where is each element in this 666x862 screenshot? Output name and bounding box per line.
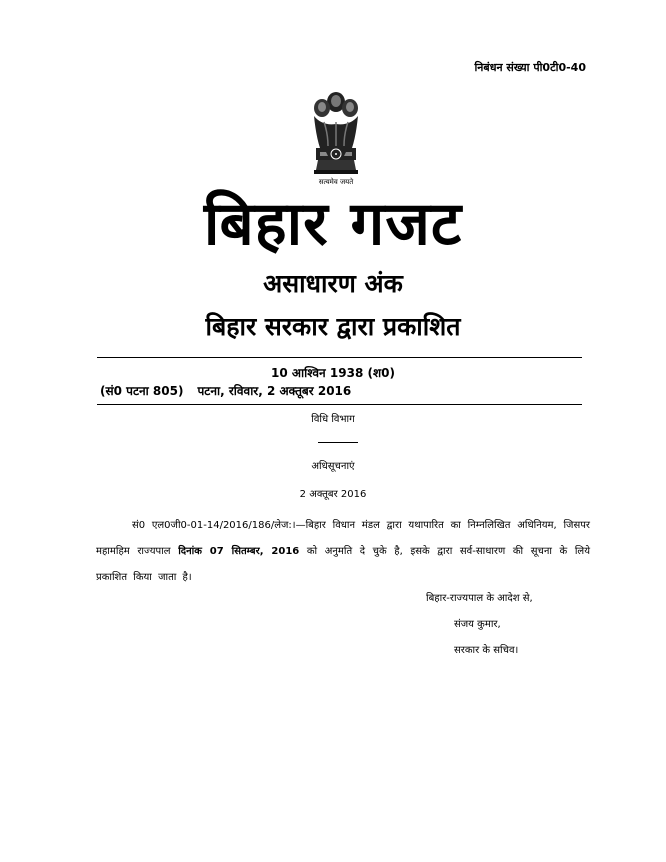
gazette-title: बिहार गजट <box>203 189 463 259</box>
short-divider <box>318 442 358 443</box>
bottom-divider <box>97 404 582 405</box>
registration-number: निबंधन संख्या पी0टी0-40 <box>474 61 586 74</box>
signatory-name: संजय कुमार, <box>454 619 501 630</box>
saka-date: 10 आश्विन 1938 (श0) <box>271 366 395 380</box>
department-name: विधि विभाग <box>311 414 355 425</box>
signatory-designation: सरकार के सचिव। <box>454 645 519 656</box>
top-divider <box>97 357 582 358</box>
published-by-line: बिहार सरकार द्वारा प्रकाशित <box>205 312 461 341</box>
notification-body-part1: सं0 एल0जी0-01-14/2016/186/लेज:।—बिहार विधान मंडल द्वारा यथापारित का निम्नलिखित अधिनियम, जिसपर महामहिम राज्यपाल <box>96 520 590 557</box>
issue-number: (सं0 पटना 805) <box>100 384 184 398</box>
notifications-heading: अधिसूचनाएं <box>311 461 355 472</box>
extraordinary-issue-label: असाधारण अंक <box>263 269 403 298</box>
issue-line <box>100 382 365 399</box>
notification-body <box>96 513 590 591</box>
notification-date: 2 अक्तूबर 2016 <box>299 489 367 500</box>
emblem-motto: सत्यमेव जयते <box>318 178 354 186</box>
state-emblem-icon <box>306 86 366 192</box>
notification-body-part2: को अनुमति दे चुके है, इसके द्वारा सर्व-साधारण की सूचना के लिये प्रकाशित किया जाता है। <box>96 546 590 583</box>
assent-date: दिनांक 07 सितम्बर, 2016 <box>178 546 300 557</box>
signature-order: बिहार-राज्यपाल के आदेश से, <box>426 593 533 604</box>
place-and-date: पटना, रविवार, 2 अक्तूबर 2016 <box>197 384 352 398</box>
